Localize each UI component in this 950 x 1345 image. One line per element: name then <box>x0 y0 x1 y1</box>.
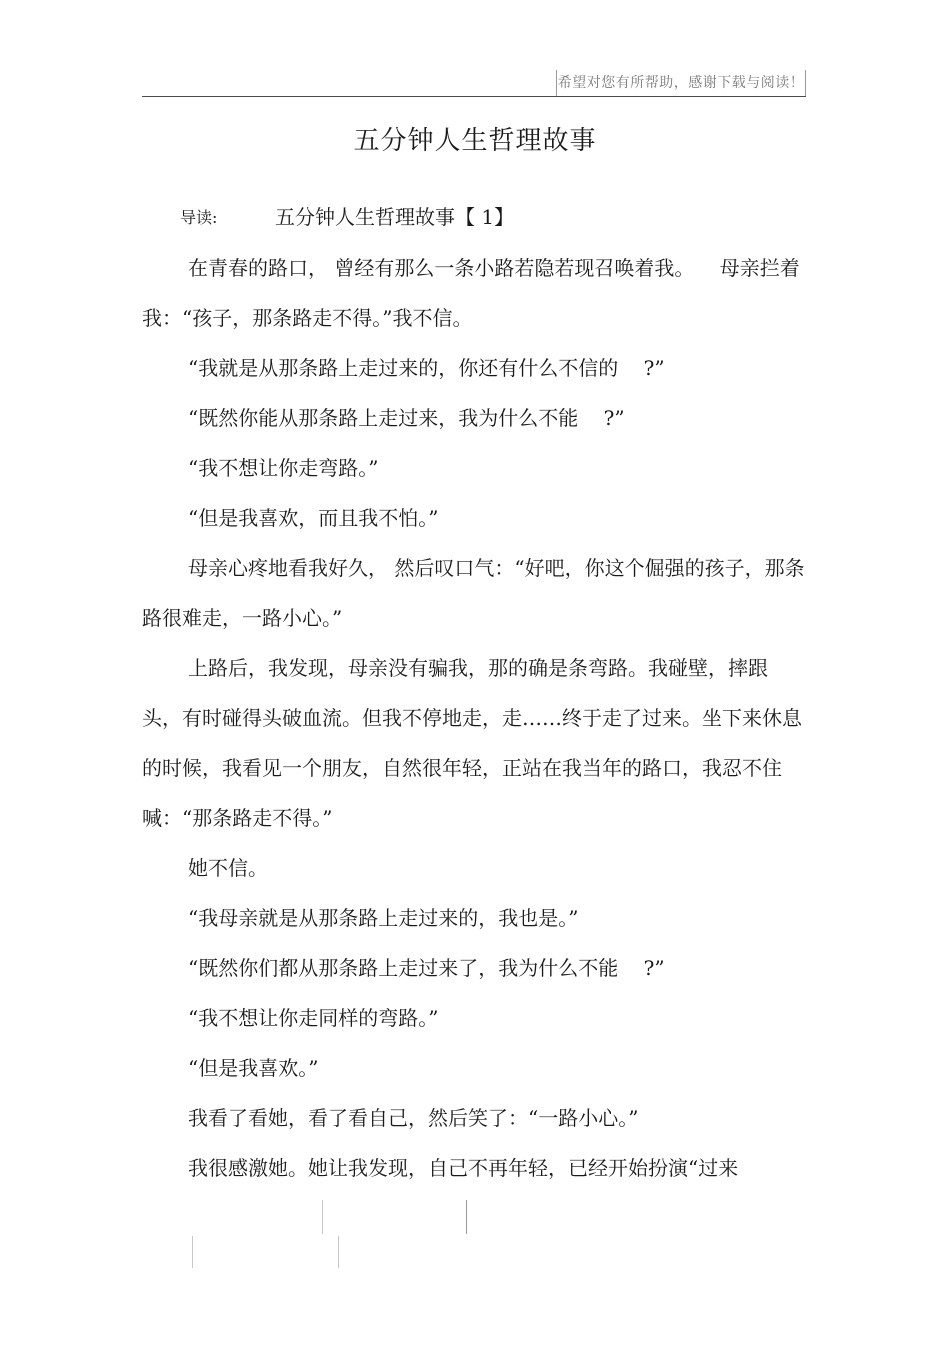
story-paragraph: 我很感激她。她让我发现，自己不再年轻，已经开始扮演“过来 <box>188 1156 739 1180</box>
document-title: 五分钟人生哲理故事 <box>353 126 597 156</box>
story-paragraph: 上路后，我发现，母亲没有骗我，那的确是条弯路。我碰壁，摔跟头，有时碰得头破血流。但我不停地走，走……终于走了过来。坐下来休息的时候，我看见一个朋友，自然很年轻，正站在我当年的路口，我忍不住喊：“那条路走不得。” <box>142 656 802 830</box>
page-artifact-line <box>192 1236 193 1268</box>
guide-label: 导读: <box>180 208 218 227</box>
story-paragraph: 在青春的路口， 曾经有那么一条小路若隐若现召唤着我。 母亲拦着我：“孩子，那条路走不得。”我不信。 <box>142 256 800 330</box>
story-paragraph: 我看了看她，看了看自己，然后笑了：“一路小心。” <box>188 1106 639 1130</box>
story-paragraph: “我母亲就是从那条路上走过来的，我也是。” <box>188 906 579 930</box>
story-paragraph: “但是我喜欢，而且我不怕。” <box>188 506 439 530</box>
story-paragraph: 母亲心疼地看我好久， 然后叹口气：“好吧，你这个倔强的孩子，那条路很难走，一路小心。” <box>142 556 805 630</box>
story-paragraph: “但是我喜欢。” <box>188 1056 319 1080</box>
story-paragraph: “我就是从那条路上走过来的，你还有什么不信的 ?” <box>188 356 665 380</box>
story-paragraph: “我不想让你走同样的弯路。” <box>188 1006 439 1030</box>
page-artifact-line <box>322 1200 323 1234</box>
page-artifact-line <box>466 1200 467 1234</box>
story-body <box>142 243 806 1193</box>
story-paragraph: “既然你们都从那条路上走过来了，我为什么不能 ?” <box>188 956 665 980</box>
page-artifact-line <box>338 1236 339 1268</box>
guide-title: 五分钟人生哲理故事【 1】 <box>275 205 515 229</box>
story-paragraph: “我不想让你走弯路。” <box>188 456 379 480</box>
story-paragraph: 她不信。 <box>188 856 268 880</box>
header-note: 希望对您有所帮助，感谢下载与阅读！ <box>556 70 806 96</box>
story-paragraph: “既然你能从那条路上走过来，我为什么不能 ?” <box>188 406 625 430</box>
header-rule <box>142 96 806 97</box>
